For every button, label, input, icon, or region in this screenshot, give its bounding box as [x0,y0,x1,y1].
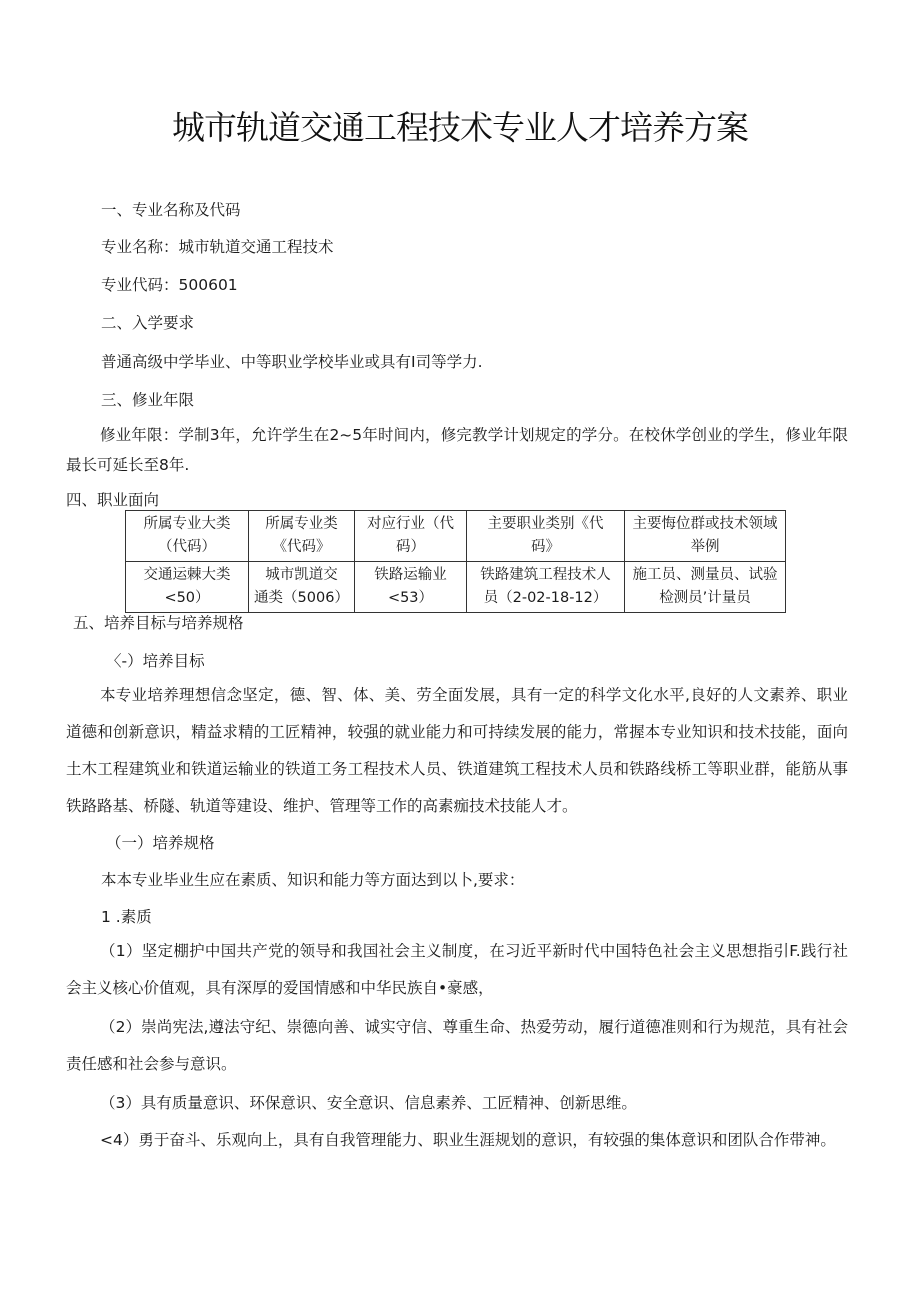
subheading-goal: 〈-）培养目标 [106,652,205,670]
table-cell: 铁路运输业 <53） [355,562,467,613]
document-title: 城市轨道交通工程技术专业人才培养方案 [172,108,748,147]
section-heading-name-code: 一、专业名称及代码 [101,201,241,219]
table-cell: 城市凯道交 通类（5006） [249,562,355,613]
admission-text: 普通高级中学毕业、中等职业学校毕业或具有I司等学力. [101,353,483,371]
goal-paragraph: 本专业培养理想信念坚定，德、智、体、美、劳全面发展，具有一定的科学文化水平,良好的人文素养、职业道德和创新意识，精益求精的工匠精神，较强的就业能力和可持续发展的能力，常握本专业知识和技术技能，面向土木工程建筑业和铁道运输业的铁道工务工程技术人员、铁道建筑工程技术人员和铁路线桥工等职业群，能筋从事铁路路基、桥隧、轨道等建设、维护、管理等工作的高素痂技术技能人才。 [66,686,848,815]
table-header-cell: 主要职业类别《代 码》 [467,511,625,562]
table-header-cell: 主要悔位群或技术领域 举例 [625,511,786,562]
table-header-cell: 所属专业类 《代码》 [249,511,355,562]
quality-item-2: （2）崇尚宪法,遵法守纪、崇德向善、诚实守信、尊重生命、热爱劳动，履行道德准则和行为规范，具有社会责任感和社会参与意识。 [66,1018,848,1073]
major-name-line: 专业名称：城市轨道交通工程技术 [101,238,334,256]
table-cell: 铁路建筑工程技术人 员（2-02-18-12） [467,562,625,613]
table-header-cell: 对应行业（代 码） [355,511,467,562]
section-heading-duration: 三、修业年限 [101,391,195,409]
career-table [125,510,786,613]
quality-item-3: （3）具有质量意识、环保意识、安全意识、信息素养、工匠精神、创新思维。 [100,1094,637,1112]
table-header-cell: 所属专业大类 （代码） [126,511,249,562]
table-row [126,562,786,613]
spec-intro: 本本专业毕业生应在素质、知识和能力等方面达到以卜,要求： [101,871,525,889]
table-header-row [126,511,786,562]
quality-heading: 1 .素质 [101,908,152,926]
table-cell: 施工员、测量员、试验 检测员’计量员 [625,562,786,613]
section-heading-goals: 五、培养目标与培养规格 [73,614,244,632]
major-code-line: 专业代码：500601 [101,276,238,294]
duration-text: 修业年限：学制3年，允许学生在2~5年时间内，修完教学计划规定的学分。在校休学创业的学生，修业年限最长可延长至8年. [66,426,848,474]
quality-item-4: <4）勇于奋斗、乐观向上，具有自我管理能力、职业生涯规划的意识，有较强的集体意识和团队合作带神。 [100,1131,836,1149]
section-heading-admission: 二、入学要求 [101,314,195,332]
subheading-spec: （一）培养规格 [106,834,215,852]
table-cell: 交通运棘大类 <50） [126,562,249,613]
quality-item-1: （1）坚定棚护中国共产党的领导和我国社会主义制度，在习近平新时代中国特色社会主义思想指引F.践行社会主义核心价值观，具有深厚的爱国情感和中华民族自•豪感， [66,942,848,997]
section-heading-career: 四、职业面向 [66,491,160,509]
